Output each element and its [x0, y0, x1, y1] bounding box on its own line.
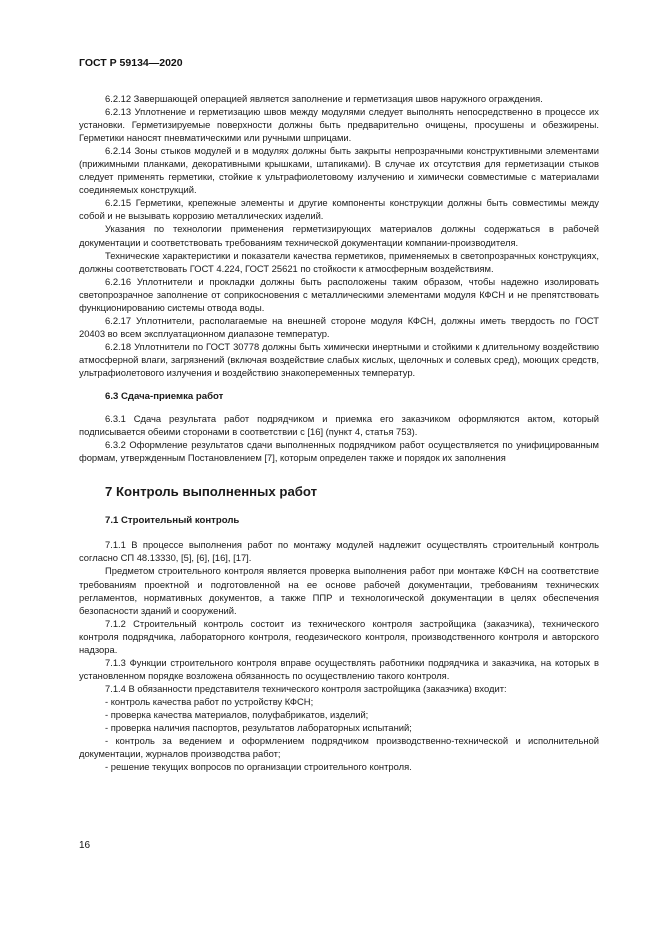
document-body	[79, 92, 599, 773]
paragraph-6-2-12: 6.2.12 Завершающей операцией является заполнение и герметизация швов наружного ограждения.	[105, 93, 543, 104]
list-item: - контроль за ведением и оформлением подрядчиком производственно-технической и исполнительной документации, журналов производства работ;	[79, 735, 599, 760]
paragraph-6-2-17: 6.2.17 Уплотнители, располагаемые на внешней стороне модуля КФСН, должны иметь твердость по ГОСТ 20403 во всем эксплуатационном диапазоне температур.	[79, 314, 599, 339]
paragraph-sealant-characteristics: Технические характеристики и показатели качества герметиков, применяемых в светопрозрачных конструкциях, должны соответствовать ГОСТ 4.224, ГОСТ 25621 по стойкости к атмосферным воздействиям.	[79, 249, 599, 274]
paragraph-7-1-1: 7.1.1 В процессе выполнения работ по монтажу модулей надлежит осуществлять строительный контроль согласно СП 48.13330, [5], [6], [16], [17].	[79, 539, 599, 564]
paragraph-control-subject: Предметом строительного контроля является проверка выполнения работ при монтаже КФСН на соответствие требованиям проектной и подготовленной на ее основе рабочей документации, требованиям технических регламентов, нормативных документов, а также ППР и технологической документации в целях обеспечения безопасности зданий и сооружений.	[79, 565, 599, 616]
document-code-header: ГОСТ Р 59134—2020	[79, 57, 183, 69]
paragraph-7-1-4: 7.1.4 В обязанности представителя технического контроля застройщика (заказчика) входит:	[105, 682, 507, 694]
heading-7-1: 7.1 Строительный контроль	[105, 515, 240, 527]
list-item: - проверка качества материалов, полуфабрикатов, изделий;	[105, 708, 369, 720]
paragraph-7-1-3: 7.1.3 Функции строительного контроля вправе осуществлять работники подрядчика и заказчика, на которых в установленном порядке возложена обязанность по осуществлению такого контроля.	[79, 656, 599, 681]
paragraph-6-3-2: 6.3.2 Оформление результатов сдачи выполненных подрядчиком работ осуществляется по унифицированным формам, утвержденным Постановлением [7], которым определен также и порядок их заполнения	[79, 439, 599, 464]
paragraph-6-2-15: 6.2.15 Герметики, крепежные элементы и другие компоненты конструкции должны быть совместимы между собой и не вызывать коррозию металлических изделий.	[79, 197, 599, 222]
heading-6-3: 6.3 Сдача-приемка работ	[105, 391, 224, 403]
page-number: 16	[79, 840, 91, 851]
paragraph-7-1-2: 7.1.2 Строительный контроль состоит из технического контроля застройщика (заказчика), технического контроля подрядчика, лабораторного контроля, геодезического контроля, производственного контроля и авторского надзора.	[79, 617, 599, 655]
paragraph-6-3-1: 6.3.1 Сдача результата работ подрядчиком и приемка его заказчиком оформляются актом, который подписывается обеими сторонами в соответствии с [16] (пункт 4, статья 753).	[79, 413, 599, 438]
paragraph-6-2-16: 6.2.16 Уплотнители и прокладки должны быть расположены таким образом, чтобы надежно изолировать светопрозрачное заполнение от соприкосновения с металлическими элементами модуля КФСН и не препятствовать функционированию системы отвода воды.	[79, 275, 599, 313]
duties-list	[79, 695, 599, 773]
section-7-title: 7 Контроль выполненных работ	[105, 484, 318, 500]
list-item: - решение текущих вопросов по организации строительного контроля.	[105, 761, 412, 773]
list-item: - контроль качества работ по устройству КФСН;	[105, 695, 314, 707]
paragraph-6-2-18: 6.2.18 Уплотнители по ГОСТ 30778 должны быть химически инертными и стойкими к длительному воздействию атмосферной влаги, загрязнений (включая воздействие слабых кислых, щелочных и солевых сред), моющих средств, ультрафиолетового излучения и воздействию знакопеременных температур.	[79, 340, 599, 378]
paragraph-6-2-13: 6.2.13 Уплотнение и герметизацию швов между модулями следует выполнять непосредственно в процессе их установки. Герметизируемые поверхности должны быть предварительно очищены, просушены и обезжирены. Герметики наносят пневматическими или ручными шприцами.	[79, 106, 599, 144]
paragraph-6-2-14: 6.2.14 Зоны стыков модулей и в модулях должны быть закрыты непрозрачными конструктивными элементами (прижимными планками, декоративными крышками, штапиками). В случае их отсутствия для герметизации стыков следует применять герметики, стойкие к ультрафиолетовому излучению и химически совместимые с материалами соединяемых конструкций.	[79, 145, 599, 196]
paragraph-sealant-guidance: Указания по технологии применения герметизирующих материалов должны содержаться в рабочей документации и соответствовать требованиям технической документации компании-производителя.	[79, 223, 599, 248]
list-item: - проверка наличия паспортов, результатов лабораторных испытаний;	[105, 722, 412, 734]
